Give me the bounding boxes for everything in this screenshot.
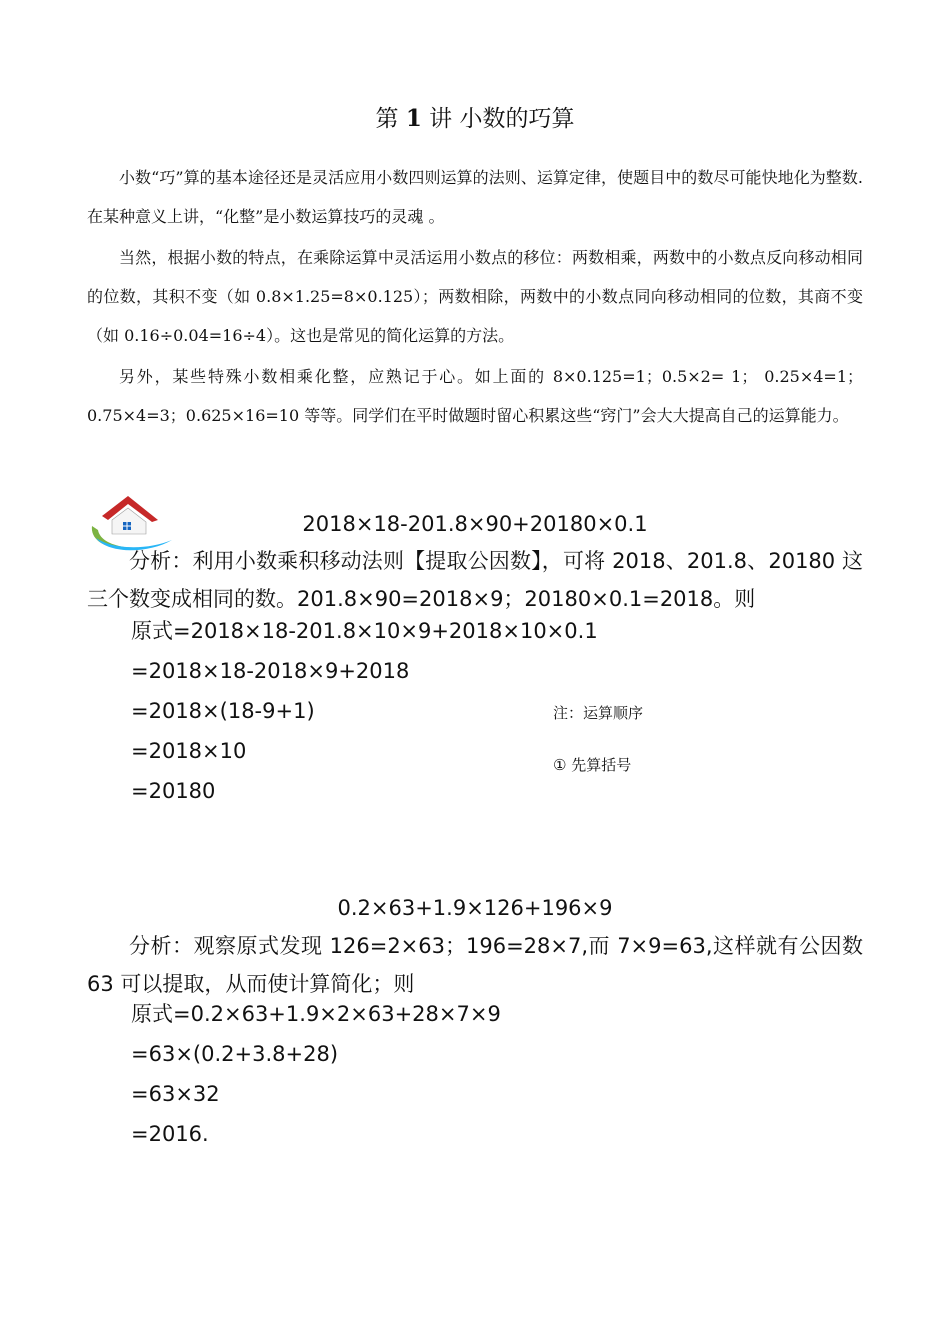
page-title bbox=[0, 100, 950, 133]
problem-2-step-3: =63×32 bbox=[131, 1082, 220, 1106]
title-number: 1 bbox=[405, 105, 422, 132]
problem-2-step-1: 原式=0.2×63+1.9×2×63+28×7×9 bbox=[131, 1002, 501, 1026]
title-prefix: 第 bbox=[375, 106, 399, 132]
problem-1-analysis-text: 分析：利用小数乘积移动法则【提取公因数】，可将 2018、201.8、20180 这三个数变成相同的数。201.8×90=2018×9；20180×0.1=2018。则 bbox=[87, 549, 863, 611]
problem-2-step-4: =2016. bbox=[131, 1122, 209, 1146]
problem-2-step-2: =63×(0.2+3.8+28) bbox=[131, 1042, 339, 1066]
title-text: 讲 小数的巧算 bbox=[429, 106, 575, 132]
intro-paragraph-1 bbox=[87, 158, 863, 236]
intro-text-3: 另外，某些特殊小数相乘化整，应熟记于心。如上面的 8×0.125=1；0.5×2= 1； 0.25×4=1；0.75×4=3；0.625×16=10 等等。同学们在平时做题时留心积累这些“窍门”会大大提高自己的运算能力。 bbox=[87, 367, 863, 425]
intro-text-2: 当然，根据小数的特点，在乘除运算中灵活运用小数点的移位：两数相乘，两数中的小数点反向移动相同的位数，其积不变（如 0.8×1.25=8×0.125）；两数相除，两数中的小数点同向移动相同的位数，其商不变（如 0.16÷0.04=16÷4）。这也是常见的简化运算的方法。 bbox=[87, 248, 863, 345]
problem-2-analysis bbox=[87, 927, 863, 1003]
problem-1-step-4: =2018×10 bbox=[131, 739, 247, 763]
note-item: ① 先算括号 bbox=[553, 756, 632, 774]
problem-1-step-2: =2018×18-2018×9+2018 bbox=[131, 659, 410, 683]
problem-1-expression: 2018×18-201.8×90+20180×0.1 bbox=[302, 512, 648, 536]
intro-paragraph-2 bbox=[87, 238, 863, 355]
problem-2-expression: 0.2×63+1.9×126+196×9 bbox=[337, 896, 613, 920]
intro-paragraph-3 bbox=[87, 357, 863, 435]
problem-1-step-5: =20180 bbox=[131, 779, 216, 803]
problem-1-analysis bbox=[87, 542, 863, 618]
problem-1-step-3: =2018×(18-9+1) bbox=[131, 699, 315, 723]
problem-1-step-1: 原式=2018×18-201.8×10×9+2018×10×0.1 bbox=[131, 619, 598, 643]
note-title: 注：运算顺序 bbox=[553, 704, 644, 722]
problem-2-analysis-text: 分析：观察原式发现 126=2×63；196=28×7,而 7×9=63,这样就有公因数 63 可以提取，从而使计算简化；则 bbox=[87, 934, 863, 996]
intro-text-1: 小数“巧”算的基本途径还是灵活应用小数四则运算的法则、运算定律，使题目中的数尽可能快地化为整数.在某种意义上讲，“化整”是小数运算技巧的灵魂 。 bbox=[87, 168, 863, 226]
